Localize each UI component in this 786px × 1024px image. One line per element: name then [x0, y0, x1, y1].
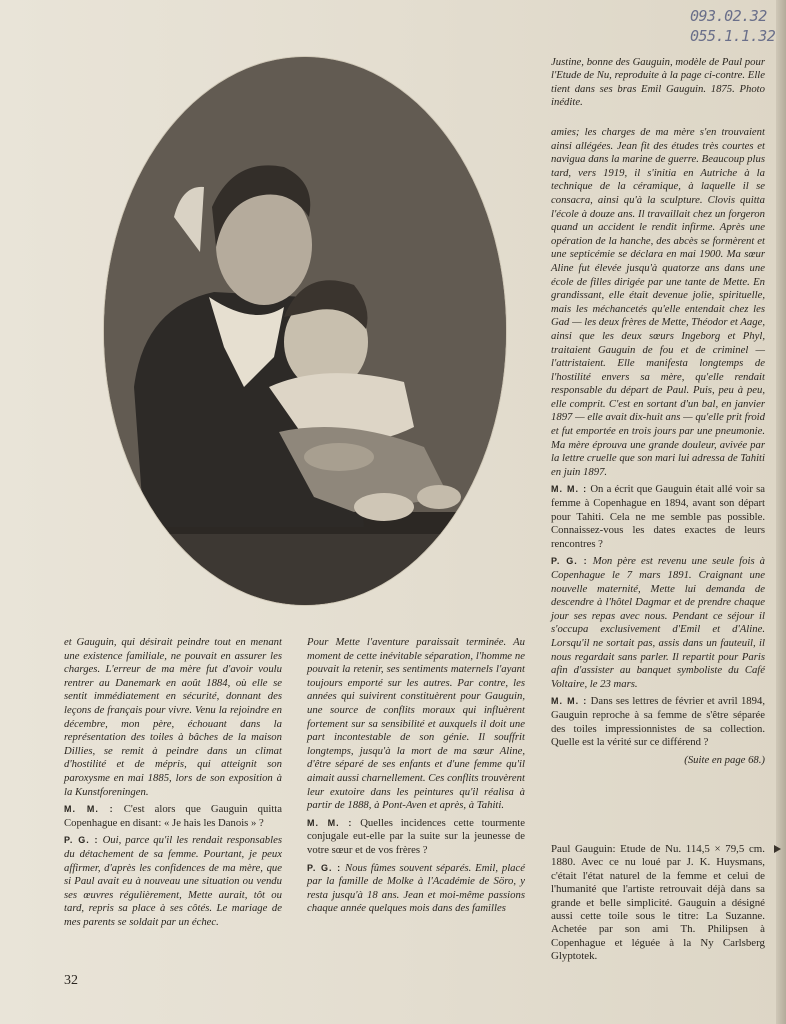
artwork-caption: Paul Gauguin: Etude de Nu. 114,5 × 79,5 cm. 1880. Avec ce nu loué par J. K. Huysmans, c'était l'état naturel de la femme et celui de l'humanité que l'artiste retrouvait déjà dans sa grande et belle simplicité. Gauguin a désigné aussi cette toile sous le titre: La Suzanne. Achetée par son ami Th. Philipsen à Copenhague et léguée à la Ny Carlsberg Glyptotek. [551, 843, 765, 963]
right-question-2-text: Dans ses lettres de février et avril 1894, Gauguin reproche à sa femme de s'être séparée des toiles impressionnistes de sa collection. Quelle est la vérité sur ce différend ? [551, 695, 765, 749]
right-question-1 [551, 483, 765, 551]
archive-number-2: 055.1.1.32 [690, 27, 776, 45]
right-question-1-text: On a écrit que Gauguin était allé voir sa femme à Copenhague en 1894, avant son départ pour Tahiti. Cela ne me semble pas possible. Connaissez-vous les dates exactes de leurs rencontres ? [551, 483, 766, 550]
right-answer-1 [551, 555, 765, 691]
middle-question-1 [307, 817, 525, 858]
interviewer-label: M. M. : [551, 484, 588, 495]
interviewer-label: M. M. : [307, 817, 353, 828]
right-paragraph-1: amies; les charges de ma mère s'en trouvaient ainsi allégées. Jean fit des études très courtes et navigua dans la marine de guerre. Beaucoup plus tard, vers 1919, il s'initia en Autriche à la technique de la céramique, à laquelle il se consacra, ainsi qu'à la sculpture. Clovis quitta l'école à douze ans. Il travaillait chez un forgeron quand un accident le rendit infirme. Après une opération de la hanche, des abcès se formèrent et une septicémie se déclara en mai 1900. Ma sœur Aline fut élevée jusqu'à quatorze ans dans une école de filles dirigée par une tante de Mette. En grandissant, elle était devenue jolie, spirituelle, mais les méchancetés qu'elle entendait chez les Gad — les deux frères de Mette, Théodor et Aage, ainsi que les deux sœurs Ingeborg et Phyl, traitaient Gauguin de fou et de criminel — l'attristaient. Elle manifesta longtemps de l'hostilité envers sa mère, qu'elle rendait responsable du départ de Paul. Puis, peu à peu, elle comprit. C'est en sortant d'un bal, en janvier 1897 — elle avait dix-huit ans — qu'elle prit froid et fut emportée en trois jours par une pneumonie. Ma mère éprouva une grande douleur, avivée par la lettre cruelle que son mari lui adressa de Tahiti en juin 1897. [551, 126, 765, 478]
middle-answer-1-text: Nous fûmes souvent séparés. Emil, placé par la famille de Molke à l'Académie de Söro, y resta jusqu'à 18 ans. Jean et moi-même passions chaque année quelques mois dans des familles [307, 861, 525, 915]
right-answer-1-text: Mon père est revenu une seule fois à Copenhague le 7 mars 1891. Craignant une nouvelle maternité, Mette lui demanda de descendre à l'hôtel Dagmar et de prendre chaque jour ses repas avec nous. Pendant ce séjour il s'occupa exclusivement d'Emil et d'Aline. Lorsqu'il ne sortait pas, assis dans un fauteuil, il nous regardait sans parler. Il repartit pour Paris afin d'assister au banquet symboliste du Café Voltaire, le 23 mars. [551, 555, 766, 690]
oval-portrait-photo [104, 57, 506, 605]
continued-note: (Suite en page 68.) [684, 753, 765, 766]
interviewee-label: P. G. : [307, 862, 342, 873]
right-arrow-icon [774, 845, 781, 853]
portrait-photo-image [104, 57, 506, 605]
left-column [64, 636, 282, 933]
archive-stamp [690, 6, 778, 46]
interviewer-label: M. M. : [64, 804, 114, 815]
interviewee-label: P. G. : [551, 556, 588, 567]
middle-paragraph-1: Pour Mette l'aventure paraissait terminée. Au moment de cette inévitable séparation, l'homme ne pouvait la retenir, ses sentiments maternels l'ayant toujours emporté sur les autres. Par contre, les années qui suivirent constituèrent pour Gauguin, une source de conflits moraux qui influèrent fortement sur sa sensibilité et auxquels il doit une part incontestable de son génie. Il souffrit longtemps, jusqu'à la mort de ma sœur Aline, d'être séparé de ses enfants et d'une femme qu'il aimait aussi charnellement. Ces conflits trouvèrent leur exutoire dans les peintures qu'il réalisa à partir de 1888, à Pont-Aven et après, à Tahiti. [307, 636, 525, 812]
archive-number-1: 093.02.32 [690, 7, 767, 25]
left-paragraph-1: et Gauguin, qui désirait peindre tout en menant une existence familiale, ne pouvait en assurer les charges. L'erreur de ma mère fut d'avoir voulu rentrer au Danemark en août 1884, où elle se sentit immédiatement en sécurité, donnant des leçons de français pour vivre. Venu la rejoindre en décembre, mon père, échouant dans la représentation des toiles à bâches de la maison Dillies, se remit à peindre dans un climat d'hostilité et de mépris, qui atteignit son paroxysme en mai 1885, lors de son exposition à la Kunstforeningen. [64, 636, 282, 798]
middle-column [307, 636, 525, 920]
page-edge [776, 0, 786, 1024]
left-question-1 [64, 803, 282, 830]
left-answer-1-text: Oui, parce qu'il les rendait responsables du détachement de sa femme. Pourtant, je peux affirmer, d'après les confidences de ma mère, que si Paul avait eu à nouveau une situation ou vendu ses œuvres régulièrement, Mette aurait, tôt ou tard, repris sa place à ses côtés. Le mariage de mes parents se soldait par un échec. [64, 834, 282, 928]
middle-question-1-text: Quelles incidences cette tourmente conjugale eut-elle par la suite sur la jeunesse de votre sœur et de vos frères ? [307, 816, 526, 856]
left-answer-1 [64, 834, 282, 929]
left-question-1-text: C'est alors que Gauguin quitta Copenhague en disant: « Je hais les Danois » ? [64, 803, 283, 829]
interviewer-label: M. M. : [551, 696, 588, 707]
photo-caption: Justine, bonne des Gauguin, modèle de Paul pour l'Etude de Nu, reproduite à la page ci-contre. Elle tient dans ses bras Emil Gauguin. 1875. Photo inédite. [551, 56, 765, 109]
page-number: 32 [64, 973, 78, 988]
interviewee-label: P. G. : [64, 835, 99, 846]
middle-answer-1 [307, 862, 525, 916]
right-column [551, 126, 765, 771]
right-question-2 [551, 695, 765, 749]
